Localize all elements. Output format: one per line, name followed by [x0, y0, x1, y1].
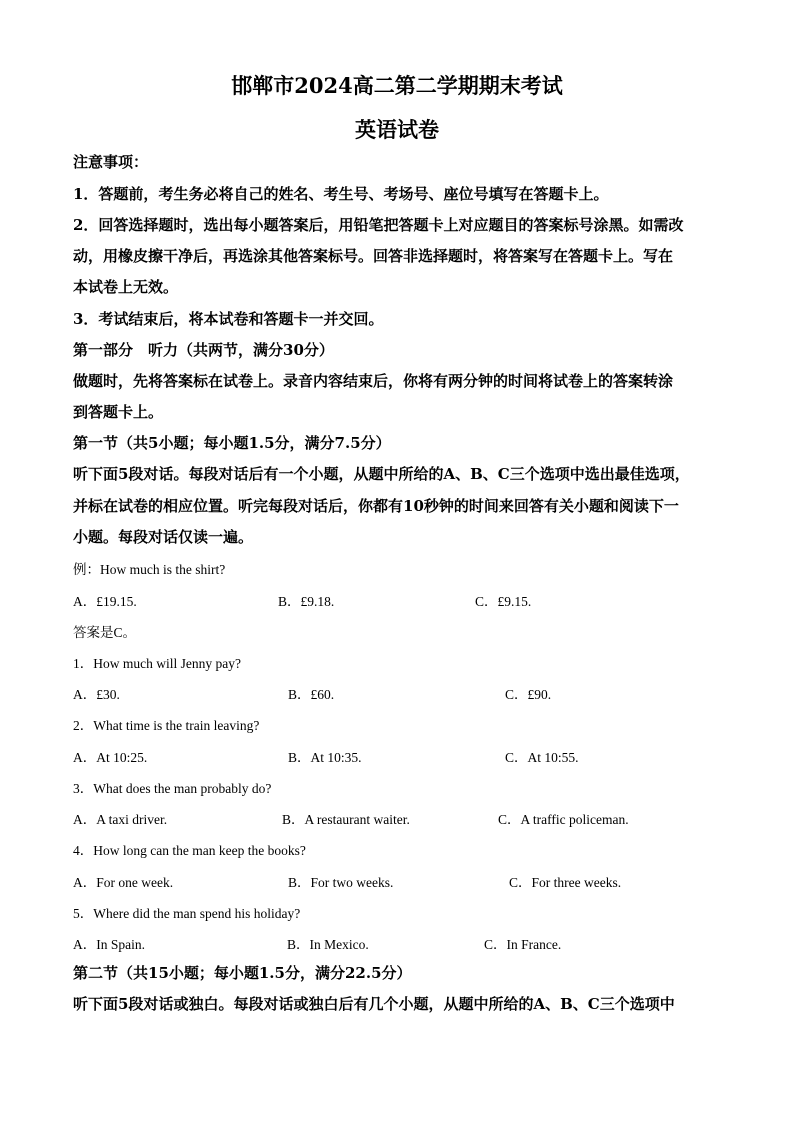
example-option-b: B．£9.18. [278, 594, 335, 609]
question-2-option-b: B．At 10:35. [288, 750, 362, 765]
question-4-option-a: A．For one week. [73, 875, 174, 890]
question-1-option-a: A．£30. [73, 687, 120, 702]
question-3: 3．What does the man probably do? [73, 781, 272, 796]
question-5: 5．Where did the man spend his holiday? [73, 906, 301, 921]
question-5-option-a: A．In Spain. [73, 937, 145, 952]
example-option-c: C．£9.15. [475, 594, 532, 609]
example-option-a: A．£19.15. [73, 594, 137, 609]
example-question: 例：How much is the shirt? [73, 562, 226, 577]
part1-intro-line: 到答题卡上。 [73, 403, 164, 421]
question-4: 4．How long can the man keep the books? [73, 843, 306, 858]
notice-line: 1．答题前，考生务必将自己的姓名、考生号、考场号、座位号填写在答题卡上。 [73, 185, 609, 203]
notice-line: 本试卷上无效。 [73, 278, 179, 296]
question-1-option-c: C．£90. [505, 687, 552, 702]
question-5-option-c: C．In France. [484, 937, 562, 952]
question-3-option-c: C．A traffic policeman. [498, 812, 629, 827]
notice-line: 3．考试结束后，将本试卷和答题卡一并交回。 [73, 310, 384, 328]
question-5-option-b: B．In Mexico. [287, 937, 369, 952]
notice-line: 动，用橡皮擦干净后，再选涂其他答案标号。回答非选择题时，将答案写在答题卡上。写在 [73, 247, 674, 265]
question-4-option-c: C．For three weeks. [509, 875, 622, 890]
question-1: 1．How much will Jenny pay? [73, 656, 241, 671]
question-3-option-a: A．A taxi driver. [73, 812, 168, 827]
question-2: 2．What time is the train leaving? [73, 718, 260, 733]
section1-heading: 第一节（共5小题；每小题1.5分，满分7.5分） [73, 434, 391, 452]
part1-heading: 第一部分 听力（共两节，满分30分） [73, 341, 334, 359]
example-answer: 答案是C。 [73, 625, 137, 640]
part1-intro-line: 做题时，先将答案标在试卷上。录音内容结束后，你将有两分钟的时间将试卷上的答案转涂 [73, 372, 674, 390]
section2-intro-line: 听下面5段对话或独白。每段对话或独白后有几个小题，从题中所给的A、B、C三个选项中 [73, 995, 675, 1013]
question-3-option-b: B．A restaurant waiter. [282, 812, 410, 827]
section1-intro-line: 小题。每段对话仅读一遍。 [73, 528, 254, 546]
section2-heading: 第二节（共15小题；每小题1.5分，满分22.5分） [73, 964, 412, 982]
notice-heading: 注意事项： [73, 153, 149, 171]
question-2-option-c: C．At 10:55. [505, 750, 579, 765]
question-1-option-b: B．£60. [288, 687, 335, 702]
question-4-option-b: B．For two weeks. [288, 875, 394, 890]
exam-title: 邯郸市2024高二第二学期期末考试 [231, 73, 563, 98]
exam-subtitle: 英语试卷 [355, 117, 439, 142]
notice-line: 2．回答选择题时，选出每小题答案后，用铅笔把答题卡上对应题目的答案标号涂黑。如需改 [73, 216, 684, 234]
section1-intro-line: 听下面5段对话。每段对话后有一个小题，从题中所给的A、B、C三个选项中选出最佳选项， [73, 465, 690, 483]
section1-intro-line: 并标在试卷的相应位置。听完每段对话后，你都有10秒钟的时间来回答有关小题和阅读下一 [73, 497, 679, 515]
question-2-option-a: A．At 10:25. [73, 750, 148, 765]
